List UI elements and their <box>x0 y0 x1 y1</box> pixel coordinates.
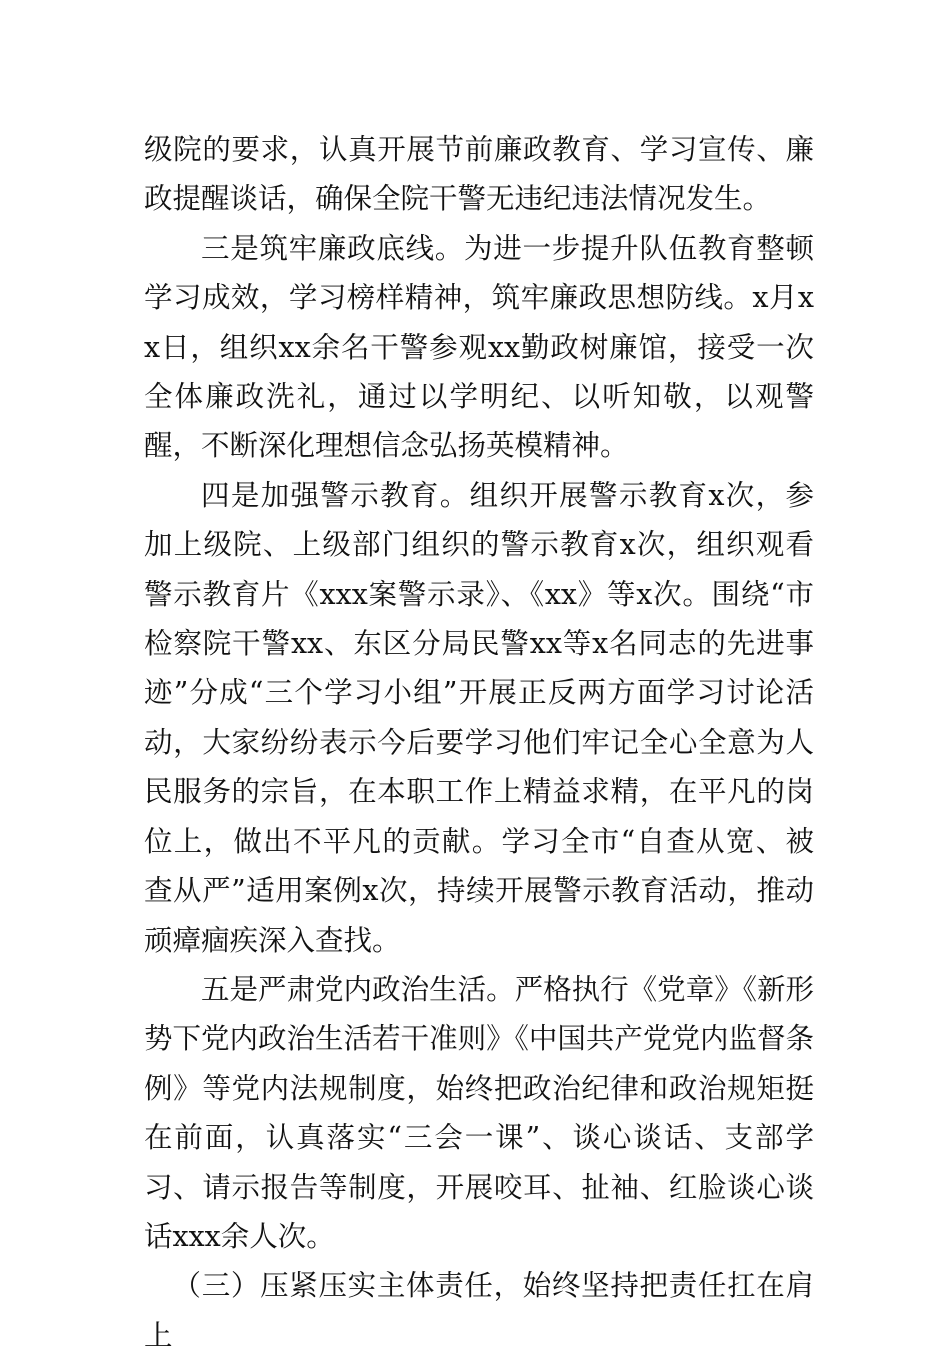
paragraph-continuation: 级院的要求，认真开展节前廉政教育、学习宣传、廉政提醒谈话，确保全院干警无违纪违法情况发生。 <box>144 133 814 216</box>
paragraph-party-political-life: 五是严肃党内政治生活。严格执行《党章》《新形势下党内政治生活若干准则》《中国共产党党内监督条例》等党内法规制度，始终把政治纪律和政治规矩挺在前面，认真落实“三会一课”、谈心谈话、支部学习、请示报告等制度，开展咬耳、扯袖、红脸谈心谈话xxx余人次。 <box>144 972 814 1253</box>
document-body <box>144 125 814 1360</box>
paragraph-warning-education: 四是加强警示教育。组织开展警示教育x次，参加上级院、上级部门组织的警示教育x次，组织观看警示教育片《xxx案警示录》、《xx》等x次。围绕“市检察院干警xx、东区分局民警xx等x名同志的先进事迹”分成“三个学习小组”开展正反两方面学习讨论活动，大家纷纷表示今后要学习他们牢记全心全意为人民服务的宗旨，在本职工作上精益求精，在平凡的岗位上，做出不平凡的贡献。学习全市“自查从宽、被查从严”适用案例x次，持续开展警示教育活动，推动顽瘴痼疾深入查找。 <box>144 478 814 957</box>
section-heading-main-responsibility: （三）压紧压实主体责任，始终坚持把责任扛在肩上 <box>144 1269 814 1352</box>
paragraph-integrity-bottom-line: 三是筑牢廉政底线。为进一步提升队伍教育整顿学习成效，学习榜样精神，筑牢廉政思想防线。x月xx日，组织xx余名干警参观xx勤政树廉馆，接受一次全体廉政洗礼，通过以学明纪、以听知敬，以观警醒，不断深化理想信念弘扬英模精神。 <box>144 231 814 463</box>
